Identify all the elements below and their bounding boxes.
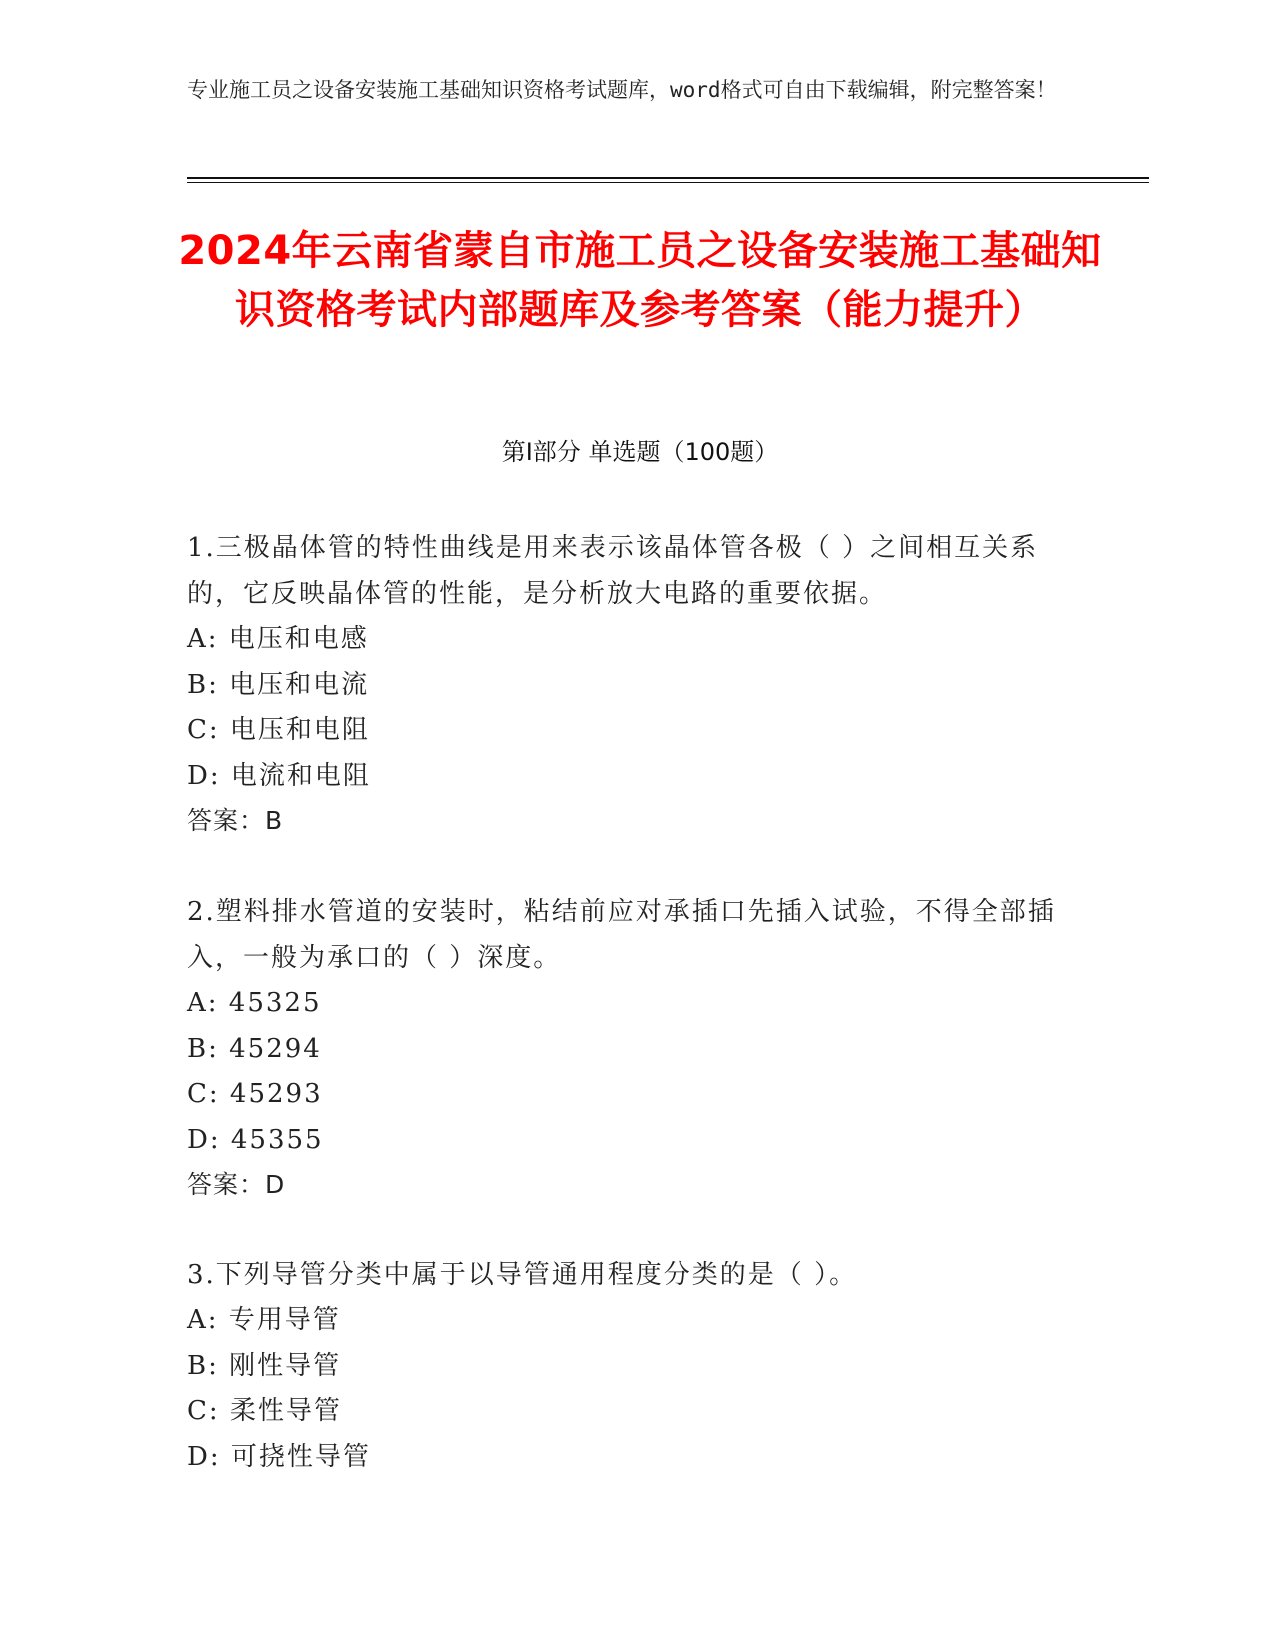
option-a: A: 45325 — [187, 988, 322, 1018]
header-note: 专业施工员之设备安装施工基础知识资格考试题库，word格式可自由下载编辑，附完整答案！ — [187, 78, 1057, 102]
header-divider — [187, 177, 1149, 179]
option-b: B: 刚性导管 — [187, 1350, 342, 1381]
option-b: B: 45294 — [187, 1033, 322, 1064]
question-3 — [187, 1252, 1087, 1480]
option-c: C: 45293 — [187, 1079, 323, 1109]
option-d: D: 45355 — [187, 1124, 324, 1155]
question-stem: 3.下列导管分类中属于以导管通用程度分类的是（ ）。 — [187, 1260, 858, 1290]
option-a: A: 电压和电感 — [187, 624, 369, 654]
document-title: 2024年云南省蒙自市施工员之设备安装施工基础知识资格考试内部题库及参考答案（能力提升） — [178, 228, 1102, 333]
option-b: B: 电压和电流 — [187, 669, 370, 700]
section-heading: 第I部分 单选题（100题） — [501, 438, 779, 466]
option-c: C: 柔性导管 — [187, 1396, 342, 1426]
option-c: C: 电压和电阻 — [187, 715, 370, 745]
question-stem: 1.三极晶体管的特性曲线是用来表示该晶体管各极（ ）之间相互关系的，它反映晶体管的性能，是分析放大电路的重要依据。 — [187, 533, 1039, 609]
question-1 — [187, 525, 1087, 843]
option-a: A: 专用导管 — [187, 1305, 341, 1335]
header-divider-thin — [187, 182, 1149, 183]
answer-line: 答案：D — [187, 1170, 286, 1199]
question-2 — [187, 889, 1087, 1207]
option-d: D: 电流和电阻 — [187, 760, 371, 791]
question-stem: 2.塑料排水管道的安装时，粘结前应对承插口先插入试验，不得全部插入，一般为承口的（ ）深度。 — [187, 897, 1056, 973]
answer-line: 答案：B — [187, 806, 284, 835]
option-d: D: 可挠性导管 — [187, 1441, 371, 1472]
